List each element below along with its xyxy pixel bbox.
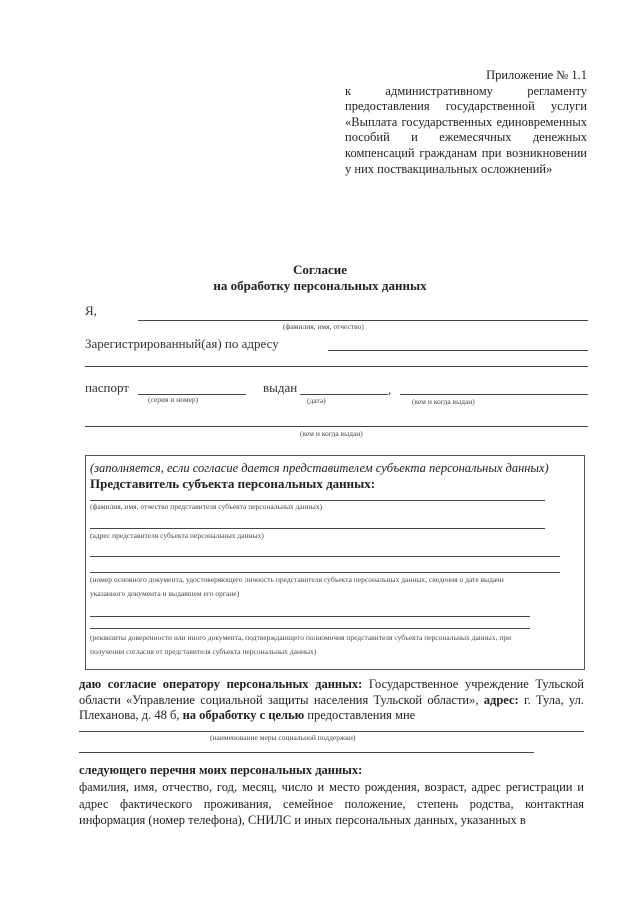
passport-label: паспорт	[85, 380, 129, 395]
rep-fio-line[interactable]	[90, 500, 545, 501]
rep-power-hint-2: получении согласия от представителя субъекта персональных данных)	[90, 647, 317, 656]
fio-line[interactable]	[138, 320, 588, 321]
rep-fio-hint: (фамилия, имя, отчество представителя субъекта персональных данных)	[90, 502, 323, 511]
consent-paragraph	[79, 677, 584, 724]
rep-address-hint: (адрес представителя субъекта персональных данных)	[90, 531, 264, 540]
rep-doc-line-1[interactable]	[90, 556, 560, 557]
list-heading-text: следующего перечня моих персональных данных:	[79, 763, 363, 777]
representative-heading: Представитель субъекта персональных данных:	[90, 476, 376, 491]
measure-hint: (наименование меры социальной поддержки)	[210, 733, 356, 742]
address-line-1[interactable]	[328, 350, 588, 351]
document-subtitle: на обработку персональных данных	[213, 278, 427, 293]
data-list-heading	[79, 763, 584, 779]
series-hint: (серия и номер)	[148, 395, 199, 404]
rep-power-hint-1: (реквизиты доверенности или иного документа, подтверждающего полномочия представителя субъекта персональных данных, при	[90, 633, 512, 642]
who-when-hint-2: (кем и когда выдан)	[300, 429, 363, 438]
rep-doc-hint-2: указанного документа и выдавшем его органе)	[90, 589, 240, 598]
data-list-text: фамилия, имя, отчество, год, месяц, число и место рождения, возраст, адрес регистрации и адрес фактического проживания, семейное положение, степень родства, контактная информация (номер телефона), СНИЛС и иных персональных данных, указанных в	[79, 780, 584, 827]
who-when-hint: (кем и когда выдан)	[412, 397, 475, 406]
passport-date-line[interactable]	[300, 394, 388, 395]
rep-power-line-1[interactable]	[90, 616, 530, 617]
i-label: Я,	[85, 303, 97, 318]
consent-bold-1: даю согласие оператору персональных данных:	[79, 677, 363, 691]
document-title: Согласие	[293, 262, 347, 277]
consent-text-1: Государственное учреждение Тульской области «Управление социальной защиты населения Тульской области»,	[79, 677, 584, 707]
consent-bold-3: на обработку с целью	[179, 708, 305, 723]
consent-bold-2: адрес:	[478, 692, 519, 707]
appendix-body: к административному регламенту предоставления государственной услуги «Выплата государственных единовременных пособий и ежемесячных денежных компенсаций гражданам при возникновении у них поствакцинальных осложнений»	[345, 83, 587, 176]
consent-text-2: г. Тула, ул. Плеханова, д. 48 б,	[79, 692, 584, 723]
address-line-2[interactable]	[85, 366, 588, 367]
passport-issuer-line-2[interactable]	[85, 426, 588, 427]
appendix-header	[345, 68, 587, 177]
rep-power-line-2[interactable]	[90, 628, 530, 629]
appendix-title: Приложение № 1.1	[486, 68, 587, 82]
issued-label: выдан	[263, 380, 298, 395]
date-hint: (дата)	[307, 396, 326, 405]
rep-doc-hint-1: (номер основного документа, удостоверяющего личность представителя субъекта персональных данных, сведения о дате выдачи	[90, 575, 504, 584]
registered-label: Зарегистрированный(ая) по адресу	[85, 336, 279, 351]
fio-hint: (фамилия, имя, отчество)	[283, 322, 364, 331]
measure-line[interactable]	[79, 731, 584, 732]
comma: ,	[388, 382, 392, 397]
passport-issuer-line[interactable]	[400, 394, 588, 395]
representative-note: (заполняется, если согласие дается представителем субъекта персональных данных)	[90, 461, 549, 475]
consent-text-3: предоставления мне	[304, 708, 416, 723]
rep-address-line[interactable]	[90, 528, 545, 529]
measure-line-2[interactable]	[79, 752, 534, 753]
rep-doc-line-2[interactable]	[90, 572, 560, 573]
